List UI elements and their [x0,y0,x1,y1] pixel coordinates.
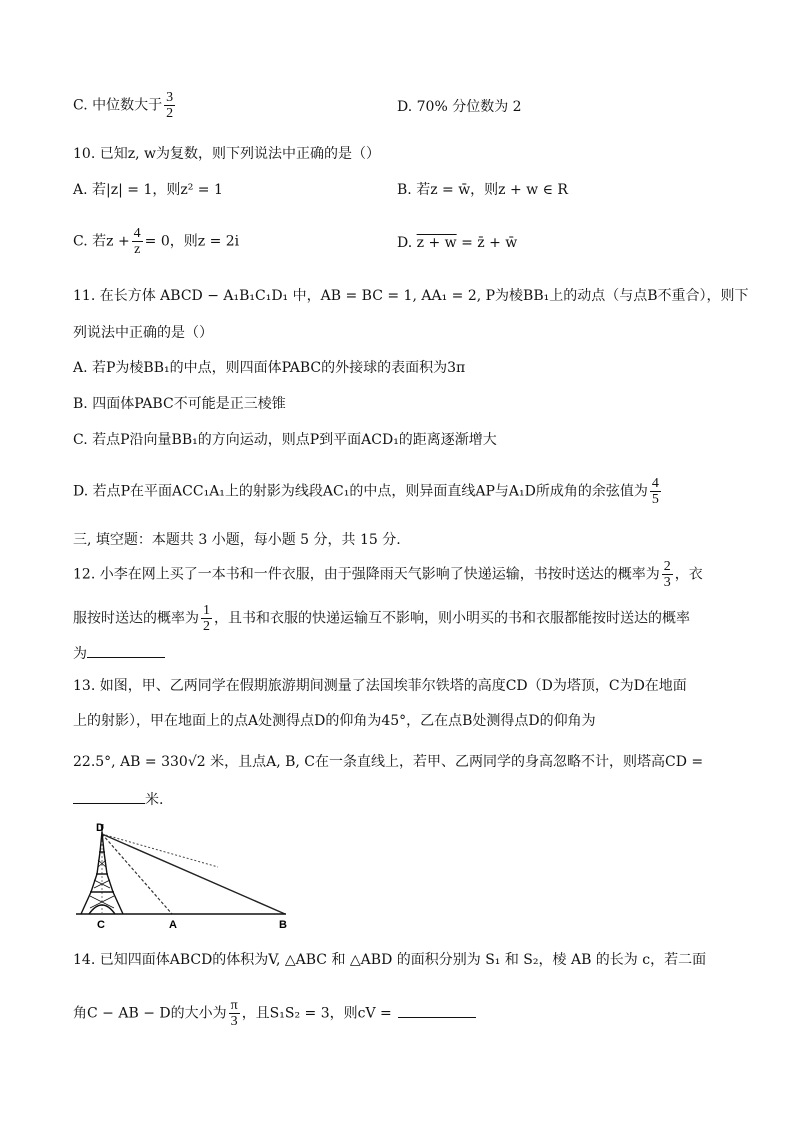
q11-stem-line1: 11. 在长方体 ABCD − A₁B₁C₁D₁ 中，AB = BC = 1, AA₁ = 2, P为棱BB₁上的动点（与点B不重合），则下 [73,288,749,304]
q14-line2-fraction [229,998,240,1029]
q10-option-c [73,226,239,257]
fraction-denominator: 3 [663,575,671,590]
q10-option-c-fraction [132,226,143,257]
q13-answer-blank [73,791,145,804]
q9-option-c-text: C. 中位数大于 [73,97,163,114]
q12-line2-suffix: ，且书和衣服的快递运输互不影响，则小明买的书和衣服都能按时送达的概率 [214,610,690,627]
label-a: A [169,919,177,931]
sight-line-db [102,834,285,914]
q14-line2-suffix: ，且S₁S₂ = 3，则cV = [241,1005,392,1022]
q11-option-d [73,476,663,507]
q10-option-a: A. 若|z| = 1，则z² = 1 [73,182,223,198]
q10-option-d-suffix: = z̄ + w̄ [461,235,518,251]
q12-line3-text: 为 [73,646,87,662]
label-d: D [96,822,104,834]
q12-line1-prefix: 12. 小李在网上买了一本书和一件衣服，由于强降雨天气影响了快递运输，书按时送达的概率为 [73,566,660,583]
q11-option-b: B. 四面体PABC不可能是正三棱锥 [73,396,286,412]
q9-option-c [73,90,177,121]
q13-line1: 13. 如图，甲、乙两同学在假期旅游期间测量了法国埃菲尔铁塔的高度CD（D为塔顶，C为D在地面 [73,678,687,694]
fraction-denominator: 5 [651,492,659,507]
q13-line2: 上的射影），甲在地面上的点A处测得点D的仰角为45°，乙在点B处测得点D的仰角为 [73,713,596,729]
q10-option-b: B. 若z = w̄，则z + w ∈ R [397,182,568,198]
fraction-numerator: 3 [166,90,174,105]
q11-option-a: A. 若P为棱BB₁的中点，则四面体PABC的外接球的表面积为3π [73,360,466,376]
q13-line4-text: 米. [145,792,164,808]
q12-line2-prefix: 服按时送达的概率为 [73,610,199,627]
fraction-denominator: 3 [230,1014,238,1029]
section-3-heading: 三, 填空题：本题共 3 小题，每小题 5 分，共 15 分. [73,532,401,548]
q11-option-d-fraction [650,476,661,507]
q12-line1-suffix: ，衣 [674,566,703,583]
q10-option-d-overline-expr: z + w [416,235,457,251]
q10-option-d [397,234,517,252]
q12-line1 [73,559,703,590]
fraction-numerator: 4 [651,476,659,491]
eiffel-tower-figure [68,822,298,932]
q10-stem: 10. 已知z, w为复数，则下列说法中正确的是（） [73,146,380,162]
q11-option-d-text: D. 若点P在平面ACC₁A₁上的射影为线段AC₁的中点，则异面直线AP与A₁D所成角的余弦值为 [73,483,648,500]
q13-line3: 22.5°, AB = 330√2 米，且点A, B, C在一条直线上，若甲、乙两同学的身高忽略不计，则塔高CD = [73,754,704,770]
sight-line-da [102,834,172,914]
fraction-numerator: 2 [663,559,671,574]
q9-option-c-fraction [164,90,175,121]
fraction-denominator: z [134,242,141,257]
q14-line1: 14. 已知四面体ABCD的体积为V, △ABC 和 △ABD 的面积分别为 S₁ 和 S₂，棱 AB 的长为 c，若二面 [73,952,707,968]
q14-line2-prefix: 角C − AB − D的大小为 [73,1005,227,1022]
fraction-numerator: π [230,998,238,1013]
q10-option-c-prefix: C. 若z + [73,233,130,250]
q11-stem-line2: 列说法中正确的是（） [73,325,213,341]
q12-answer-blank [87,645,165,658]
q14-line2 [73,998,476,1029]
q10-option-c-suffix: = 0，则z = 2i [144,233,240,250]
q10-option-d-prefix: D. [397,235,413,251]
fraction-denominator: 2 [166,106,174,121]
label-b: B [279,919,287,931]
q9-option-d: D. 70% 分位数为 2 [397,99,522,115]
sight-line-top [102,834,218,867]
q13-line4 [73,791,163,809]
q11-option-c: C. 若点P沿向量BB₁的方向运动，则点P到平面ACD₁的距离逐渐增大 [73,432,497,448]
fraction-numerator: 4 [133,226,141,241]
q12-line3 [73,645,165,663]
q12-line2 [73,603,690,634]
q14-answer-blank [398,1005,476,1018]
q12-line1-fraction [662,559,673,590]
fraction-denominator: 2 [203,619,210,634]
label-c: C [97,919,105,931]
q12-line2-fraction [201,603,212,634]
fraction-numerator: 1 [203,603,210,618]
